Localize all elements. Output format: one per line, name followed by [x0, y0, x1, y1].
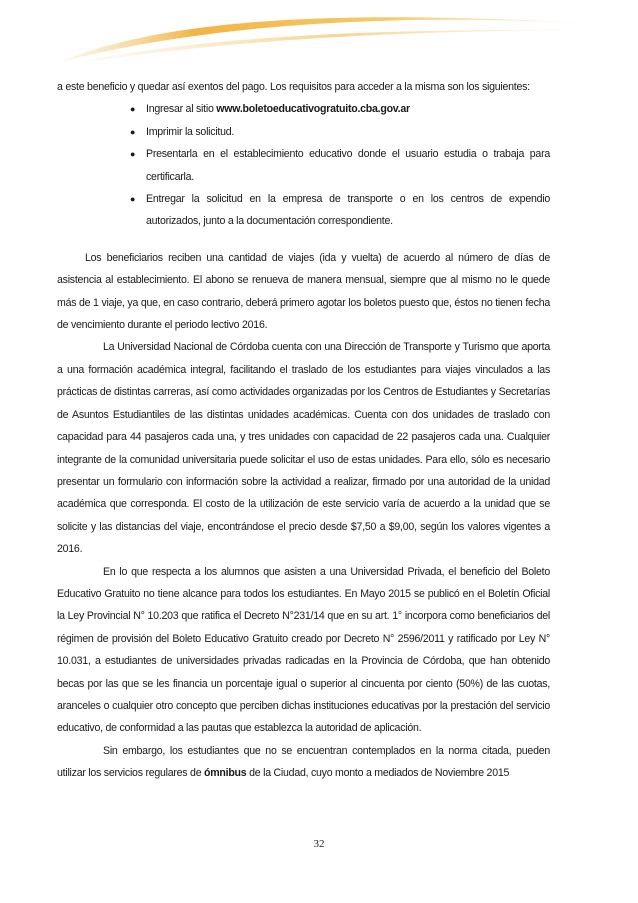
paragraph-unc-transporte: La Universidad Nacional de Córdoba cuenta con una Dirección de Transporte y Turismo que aporta a una formación académica integral, facilitando el traslado de los estudiantes para viajes vinculados a las prácticas de distintas carreras, así como actividades organizadas por los Centros de Estudiantes y Secretarías de Asuntos Estudiantiles de las distintas unidades académicas. Cuenta con dos unidades de traslado con capacidad para 44 pasajeros cada una, y tres unidades con capacidad de 22 pasajeros cada una. Cualquier integrante de la comunidad universitaria puede solicitar el uso de estas unidades. Para ello, sólo es necesario presentar un formulario con información sobre la actividad a realizar, firmado por una autoridad de la unidad académica que corresponda. El costo de la utilización de este servicio varía de acuerdo a la unidad que se solicite y las distancias del viaje, encontrándose el precio desde $7,50 a $9,00, según los valores vigentes a 2016.: [57, 341, 550, 556]
paragraph-universidad-privada: En lo que respecta a los alumnos que asisten a una Universidad Privada, el beneficio del Boleto Educativo Gratuito no tiene alcance para todos los estudiantes. En Mayo 2015 se publicó en el Boletín Oficial la Ley Provincial N° 10.203 que ratifica el Decreto N°231/14 que en su art. 1° incorpora como beneficiarios del régimen de provisión del Boleto Educativo Gratuito creado por Decreto N° 2596/2011 y ratificado por Ley N° 10.031, a estudiantes de universidades privadas radicadas en la Provincia de Córdoba, que han obtenido becas por las que se les financia un porcentaje igual o superior al cincuenta por ciento (50%) de las cuotas, aranceles o cualquier otro concepto que perciben dichas instituciones educativas por la prestación del servicio educativo, de conformidad a las pautas que establezca la autoridad de aplicación.: [57, 565, 550, 735]
bullet-icon: ●: [130, 126, 136, 137]
paragraph-omnibus: Sin embargo, los estudiantes que no se encuentran contemplados en la norma citada, pueden utilizar los servicios regulares de ómnibus de la Ciudad, cuyo monto a mediados de Noviembre 2015: [57, 744, 550, 780]
header-swoosh-decoration: [0, 0, 638, 80]
list-item: ● Imprimir la solicitud.: [57, 121, 550, 143]
list-item: ● Entregar la solicitud en la empresa de transporte o en los centros de expendio autorizados, junto a la documentación correspondiente.: [57, 188, 550, 233]
list-item: ● Presentarla en el establecimiento educativo donde el usuario estudia o trabaja para certificarla.: [57, 143, 550, 188]
page-body: [57, 76, 550, 785]
bullet-icon: ●: [130, 194, 136, 205]
bullet-icon: ●: [130, 104, 136, 115]
page-number: 32: [313, 838, 325, 850]
website-link[interactable]: www.boletoeducativogratuito.cba.gov.ar: [216, 103, 410, 116]
requirements-list: [57, 98, 550, 232]
bullet-icon: ●: [130, 149, 136, 160]
intro-paragraph: a este beneficio y quedar así exentos del pago. Los requisitos para acceder a la misma son los siguientes:: [57, 81, 530, 93]
list-item: ● Ingresar al sitio www.boletoeducativogratuito.cba.gov.ar: [57, 98, 550, 120]
paragraph-beneficiarios: Los beneficiarios reciben una cantidad de viajes (ida y vuelta) de acuerdo al número de días de asistencia al establecimiento. El abono se renueva de manera mensual, siempre que al mismo no le quede más de 1 viaje, ya que, en caso contrario, deberá primero agotar los boletos puesto que, éstos no tienen fecha de vencimiento durante el periodo lectivo 2016.: [57, 251, 550, 332]
